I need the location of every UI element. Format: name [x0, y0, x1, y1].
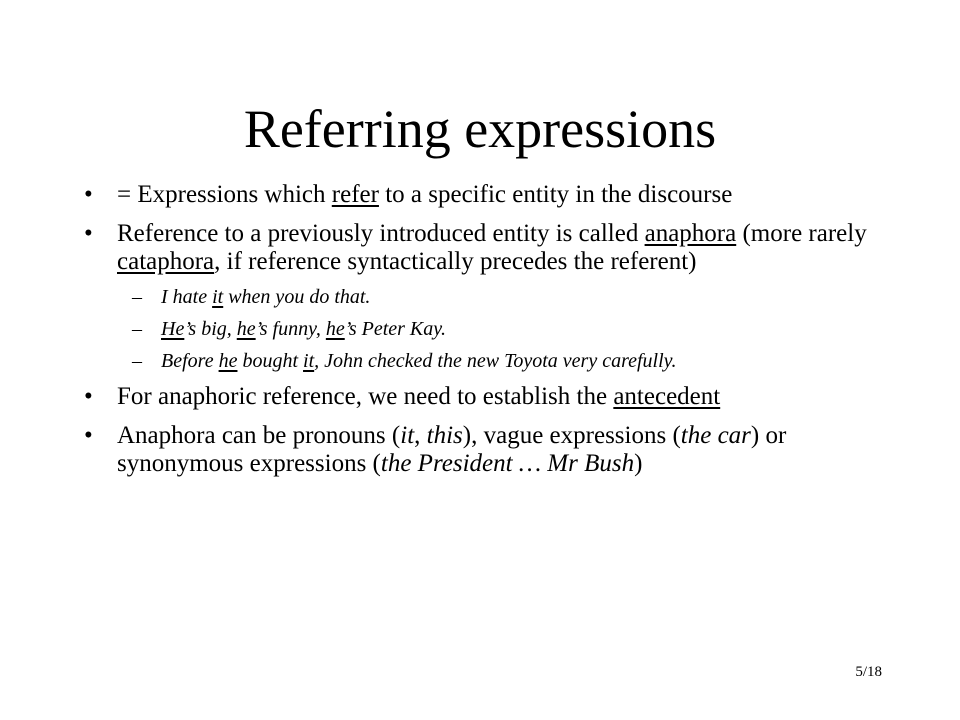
underlined-pronoun: he: [236, 318, 256, 340]
bullet-item: [72, 220, 872, 372]
example-text: He’s big, he’s funny, he’s Peter Kay.: [161, 318, 447, 340]
italic-example: it: [400, 422, 415, 449]
bullet-marker: •: [84, 422, 93, 449]
italic-example: the car: [680, 422, 751, 449]
italic-example: this: [426, 422, 463, 449]
slide-title: Referring expressions: [243, 99, 717, 159]
underlined-term: cataphora: [117, 248, 215, 275]
bullet-text: For anaphoric reference, we need to establish the antecedent: [117, 383, 721, 410]
underlined-pronoun: he: [218, 350, 238, 372]
bullet-list: [72, 181, 872, 489]
example-item: [117, 286, 872, 308]
bullet-item: [72, 383, 872, 411]
underlined-pronoun: he: [325, 318, 345, 340]
underlined-term: refer: [331, 181, 379, 208]
dash-marker: –: [132, 286, 142, 308]
example-text: Before he bought it, John checked the new Toyota very carefully.: [161, 350, 677, 372]
example-item: [117, 318, 872, 340]
bullet-marker: •: [84, 181, 93, 208]
bullet-text: Reference to a previously introduced entity is called anaphora (more rarely cataphora, if reference syntactically precedes the referent): [117, 220, 867, 275]
underlined-term: anaphora: [644, 220, 737, 247]
bullet-text: Anaphora can be pronouns (it, this), vague expressions (the car) or synonymous expressions (the President … Mr Bush): [117, 422, 787, 477]
example-text: I hate it when you do that.: [161, 286, 371, 308]
underlined-pronoun: it: [303, 350, 315, 372]
bullet-marker: •: [84, 383, 93, 410]
page-number: 5/18: [855, 664, 882, 680]
italic-example: the President … Mr Bush: [380, 450, 635, 477]
dash-marker: –: [132, 350, 142, 372]
dash-marker: –: [132, 318, 142, 340]
underlined-pronoun: it: [212, 286, 224, 308]
bullet-item: [72, 181, 872, 209]
example-item: [117, 350, 872, 372]
underlined-term: antecedent: [613, 383, 721, 410]
bullet-marker: •: [84, 220, 93, 247]
underlined-pronoun: He: [161, 318, 185, 340]
bullet-item: [72, 422, 872, 478]
bullet-text: = Expressions which refer to a specific entity in the discourse: [117, 181, 733, 208]
example-list: [117, 286, 872, 372]
